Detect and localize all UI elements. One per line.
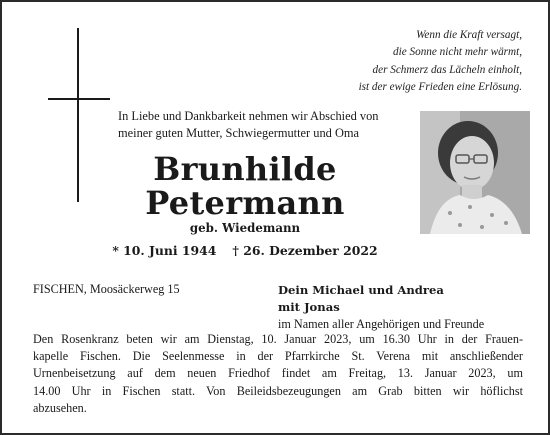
signer-line: im Namen aller Angehörigen und Freunde [278,317,485,331]
deceased-name [100,152,390,220]
poem [292,27,522,97]
last-name: Petermann [145,184,345,222]
portrait-image [420,111,530,234]
intro-text [118,108,418,142]
signer-line: mit Jonas [278,300,340,314]
notice-line: abzusehen. [33,400,87,415]
intro-line: meiner guten Mutter, Schwiegermutter und Oma [118,126,360,140]
first-name: Brunhilde [153,150,337,188]
poem-line: Wenn die Kraft versagt, [416,29,522,41]
service-notice [33,331,523,417]
maiden-name: geb. Wiedemann [189,221,301,235]
notice-line: kapelle Fischen. Die Seelenmesse in der Pfarrkirche St. Verena mit anschließender [33,349,523,364]
address: FISCHEN, Moosäckerweg 15 [33,282,180,296]
notice-line: Urnenbeisetzung auf dem neuen Friedhof findet am Freitag, 13. Januar 2023, um [33,366,523,381]
life-dates [100,243,390,258]
poem-line: der Schmerz das Lächeln einholt, [372,63,522,76]
notice-line: Den Rosenkranz beten wir am Dienstag, 10. Januar 2023, um 16.30 Uhr in der Frauen- [33,332,523,346]
poem-line: ist der ewige Frieden eine Erlösung. [358,81,522,94]
signers [278,282,528,333]
birth-date: * 10. Juni 1944 [112,243,217,258]
notice-line: 14.00 Uhr in Fischen statt. Von Beileidsbezeugungen am Grab bitten wir höflichst [33,383,523,398]
portrait-photo [420,111,530,234]
signer-line: Dein Michael und Andrea [278,283,444,297]
death-date: † 26. Dezember 2022 [232,243,378,258]
poem-line: die Sonne nicht mehr wärmt, [393,46,522,59]
intro-line: In Liebe und Dankbarkeit nehmen wir Abschied von [118,109,379,123]
